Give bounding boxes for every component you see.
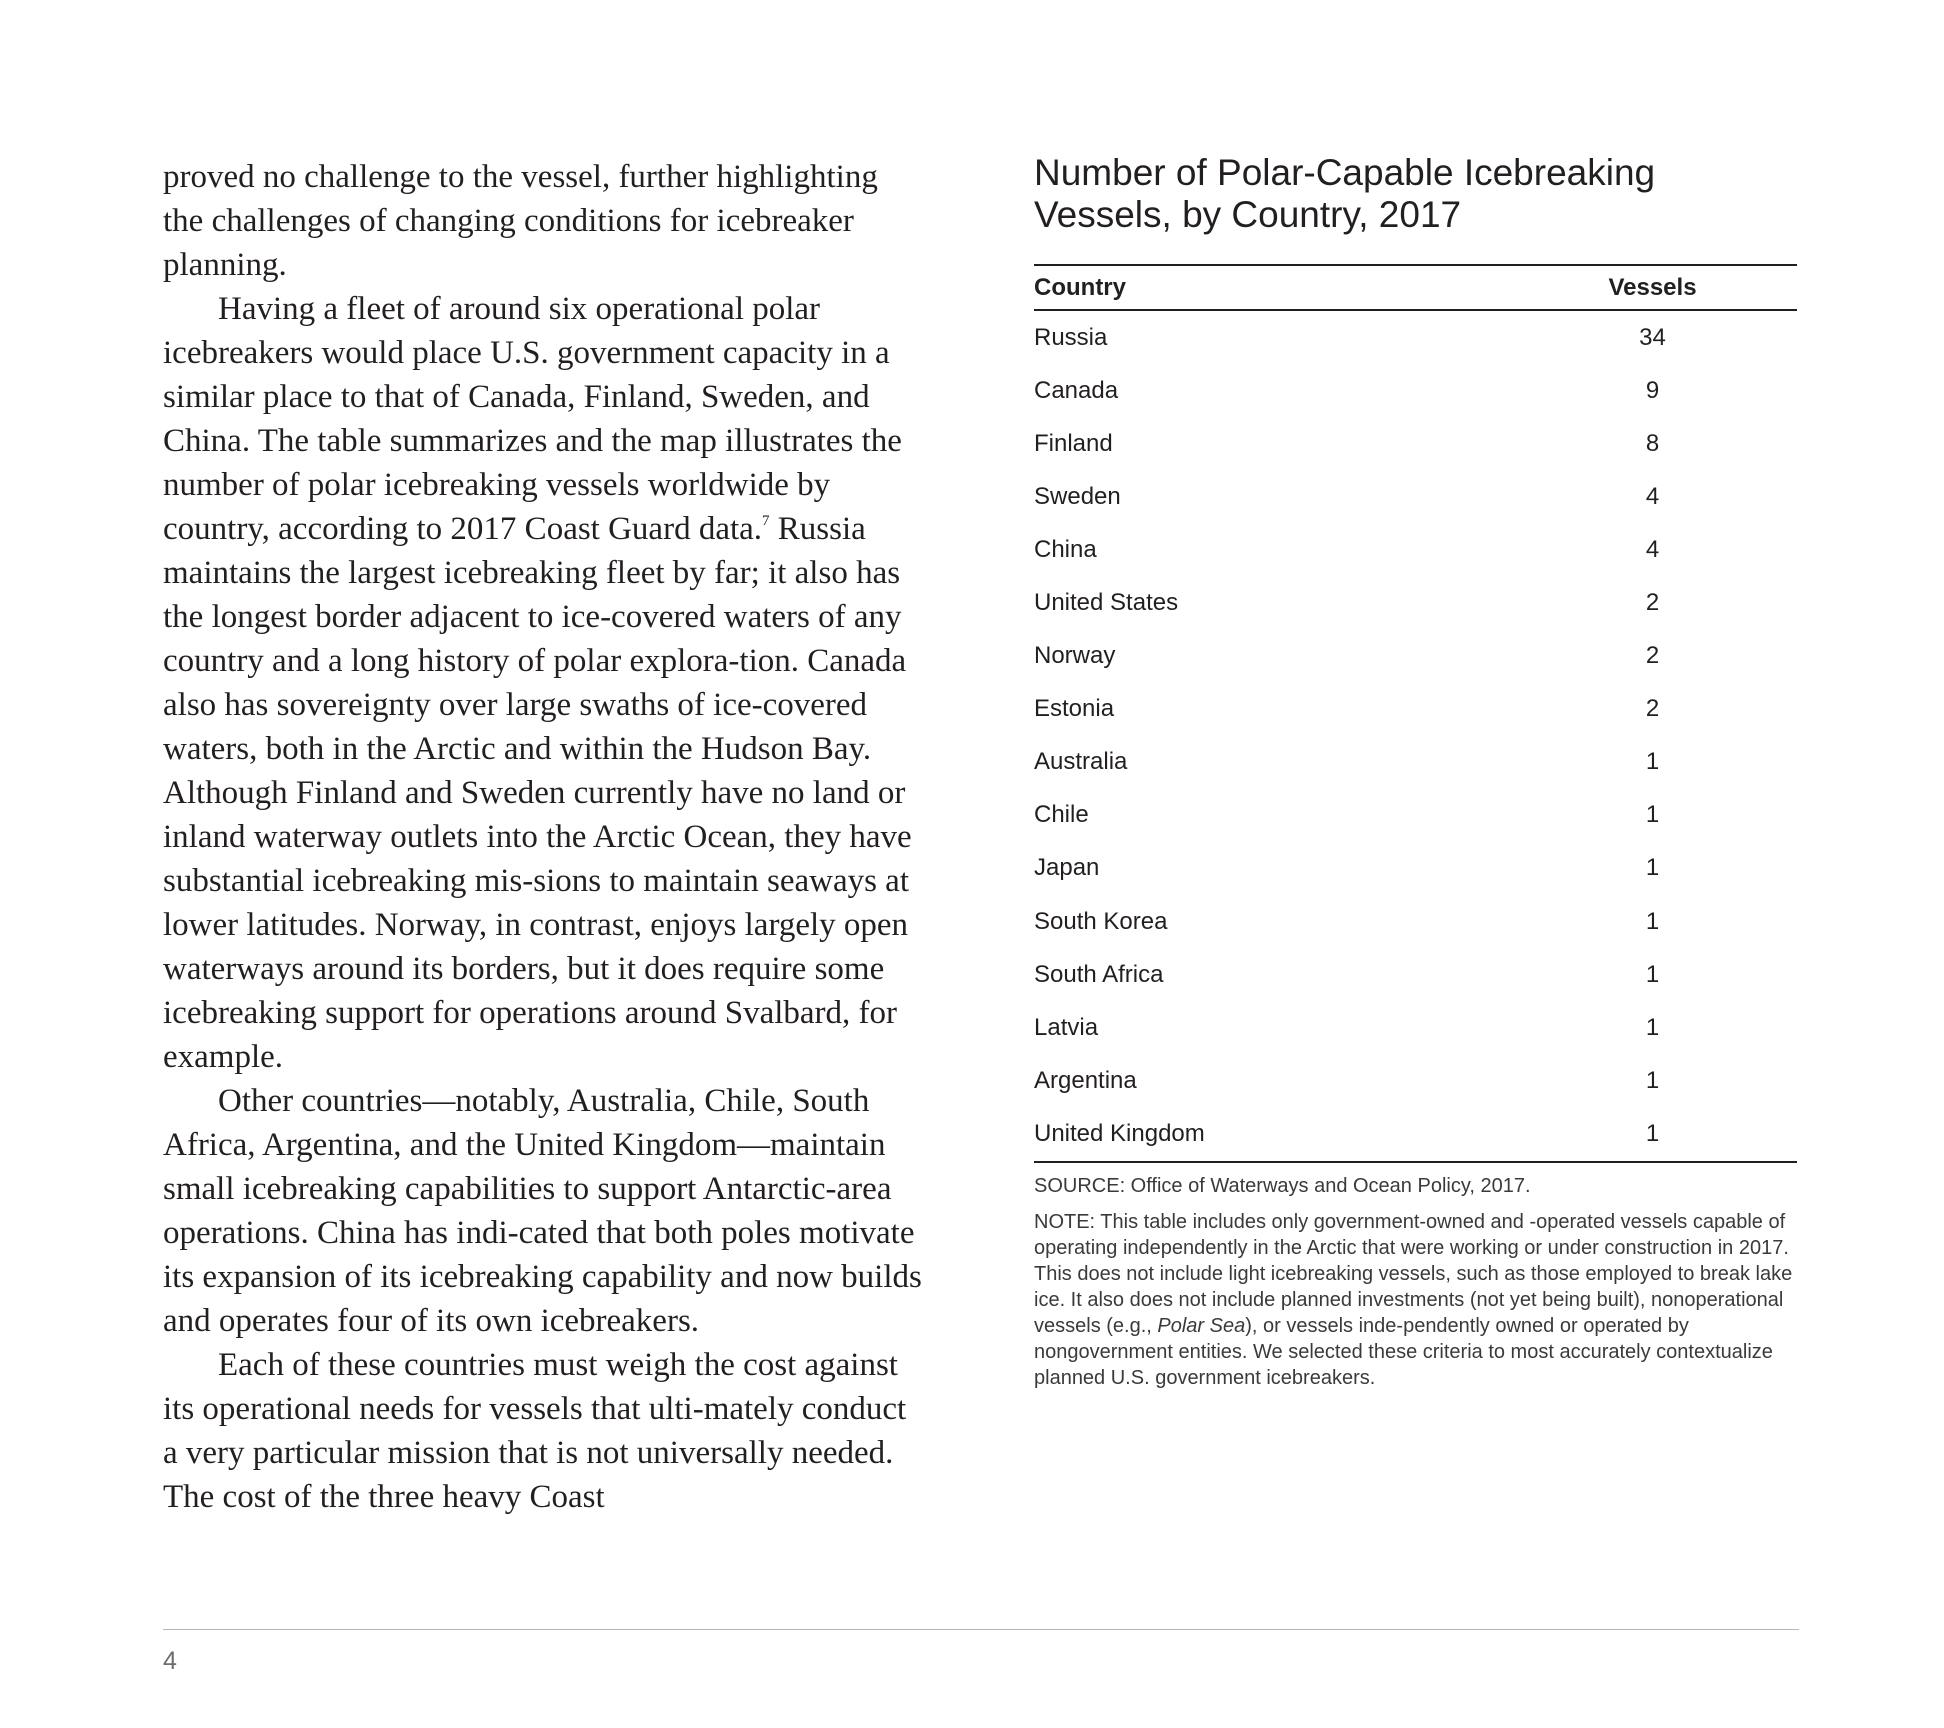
table-row [1034, 842, 1797, 895]
country-cell: South Africa [1034, 960, 1164, 988]
country-cell: Canada [1034, 376, 1119, 404]
vessels-cell: 1 [1645, 748, 1660, 776]
table-row [1034, 1107, 1797, 1161]
spacer-cell [1751, 630, 1797, 683]
spacer-cell [1751, 364, 1797, 417]
vessels-cell: 8 [1645, 429, 1660, 457]
table-row [1034, 789, 1797, 842]
spacer-cell [1751, 895, 1797, 948]
vessels-cell: 1 [1645, 801, 1660, 829]
paragraph: Other countries—notably, Australia, Chile, South Africa, Argentina, and the United Kingdom—maintain small icebreaking capabilities to support Antarctic-area operations. China has indi-cated that both poles motivate its expansion of its icebreaking capability and now builds and operates four of its own icebreakers. [163, 1083, 922, 1339]
body-text-column [163, 155, 923, 1519]
country-cell: Chile [1034, 801, 1089, 829]
spacer-cell [1751, 576, 1797, 629]
country-cell: China [1034, 535, 1097, 563]
spacer-cell [1751, 417, 1797, 470]
country-cell: South Korea [1034, 907, 1168, 935]
table-row [1034, 417, 1797, 470]
country-cell: Sweden [1034, 482, 1121, 510]
vessels-cell: 1 [1645, 907, 1660, 935]
table-row [1034, 364, 1797, 417]
spacer-cell [1751, 948, 1797, 1001]
spacer-cell [1751, 789, 1797, 842]
spacer-cell [1751, 470, 1797, 523]
country-cell: Norway [1034, 642, 1116, 670]
paragraph: proved no challenge to the vessel, further highlighting the challenges of changing conditions for icebreaker planning. [163, 159, 878, 283]
spacer-cell [1751, 310, 1797, 364]
table-row [1034, 576, 1797, 629]
column-header-vessels: Vessels [1554, 265, 1751, 310]
vessels-cell: 34 [1639, 323, 1666, 351]
table-source: SOURCE: Office of Waterways and Ocean Policy, 2017. [1034, 1174, 1531, 1197]
country-cell: Australia [1034, 748, 1128, 776]
country-cell: United Kingdom [1034, 1107, 1554, 1161]
vessels-cell: 4 [1645, 482, 1660, 510]
page-number: 4 [163, 1647, 177, 1675]
table-note [1034, 1209, 1794, 1391]
spacer-cell [1751, 842, 1797, 895]
spacer-cell [1751, 736, 1797, 789]
footer-divider [163, 1629, 1799, 1630]
vessels-cell: 1 [1645, 1013, 1660, 1041]
vessels-cell: 2 [1645, 642, 1660, 670]
vessels-cell: 9 [1645, 376, 1660, 404]
note-text: NOTE: This table includes only government-owned and -operated vessels capable of operating independently in the Arctic that were working or under construction in 2017. This does not include light icebreaking vessels, such as those employed to break lake ice. It also does not include planned investments (not yet being built), nonoperational vessels (e.g., [1034, 1210, 1793, 1337]
vessels-cell: 1 [1645, 854, 1660, 882]
column-header-country: Country [1034, 265, 1554, 310]
country-cell: Finland [1034, 429, 1113, 457]
table-title: Number of Polar-Capable Icebreaking Vessels, by Country, 2017 [1034, 152, 1656, 235]
table-row [1034, 470, 1797, 523]
country-cell: United States [1034, 589, 1179, 617]
table-row [1034, 310, 1797, 364]
paragraph [163, 287, 923, 1079]
icebreaker-table-panel [1034, 152, 1797, 1391]
table-row [1034, 1001, 1797, 1054]
column-spacer [1751, 265, 1797, 310]
paragraph: Each of these countries must weigh the cost against its operational needs for vessels that ulti-mately conduct a very particular mission that is not universally needed. The cost of the three heavy Coast [163, 1347, 907, 1515]
vessels-cell: 1 [1645, 960, 1660, 988]
spacer-cell [1751, 1054, 1797, 1107]
spacer-cell [1751, 683, 1797, 736]
note-italic-text: Polar Sea [1157, 1314, 1246, 1337]
table-row [1034, 523, 1797, 576]
vessels-cell: 4 [1645, 535, 1660, 563]
paragraph-text: Russia maintains the largest icebreaking fleet by far; it also has the longest border adjacent to ice-covered waters of any country and a long history of polar explora-tion. Canada also has sovereignty over large swaths of ice-covered waters, both in the Arctic and within the Hudson Bay. Although Finland and Sweden currently have no land or inland waterway outlets into the Arctic Ocean, they have substantial icebreaking mis-sions to maintain seaways at lower latitudes. Norway, in contrast, enjoys largely open waterways around its borders, but it does require some icebreaking support for operations around Svalbard, for example. [163, 511, 912, 1075]
spacer-cell [1751, 1107, 1797, 1161]
table-row [1034, 948, 1797, 1001]
table-row [1034, 630, 1797, 683]
footnote-marker[interactable]: 7 [762, 513, 770, 529]
icebreaker-table [1034, 264, 1797, 1163]
note-text: ), or vessels inde-pendently owned or operated by nongovernment entities. We selected these criteria to most accurately contextualize planned U.S. government icebreakers. [1034, 1314, 1773, 1389]
paragraph-text: Having a fleet of around six operational polar icebreakers would place U.S. government capacity in a similar place to that of Canada, Finland, Sweden, and China. The table summarizes and the map illustrates the number of polar icebreaking vessels worldwide by country, according to 2017 Coast Guard data. [163, 291, 902, 547]
table-row [1034, 1054, 1797, 1107]
table-row [1034, 895, 1797, 948]
vessels-cell: 2 [1645, 589, 1660, 617]
country-cell: Latvia [1034, 1013, 1099, 1041]
vessels-cell: 2 [1645, 695, 1660, 723]
vessels-cell: 1 [1645, 1066, 1660, 1094]
country-cell: Argentina [1034, 1066, 1137, 1094]
spacer-cell [1751, 1001, 1797, 1054]
country-cell: Russia [1034, 323, 1108, 351]
country-cell: Estonia [1034, 695, 1115, 723]
table-row [1034, 736, 1797, 789]
vessels-cell: 1 [1554, 1107, 1751, 1161]
table-row [1034, 683, 1797, 736]
spacer-cell [1751, 523, 1797, 576]
table-header-row [1034, 265, 1797, 310]
country-cell: Japan [1034, 854, 1100, 882]
